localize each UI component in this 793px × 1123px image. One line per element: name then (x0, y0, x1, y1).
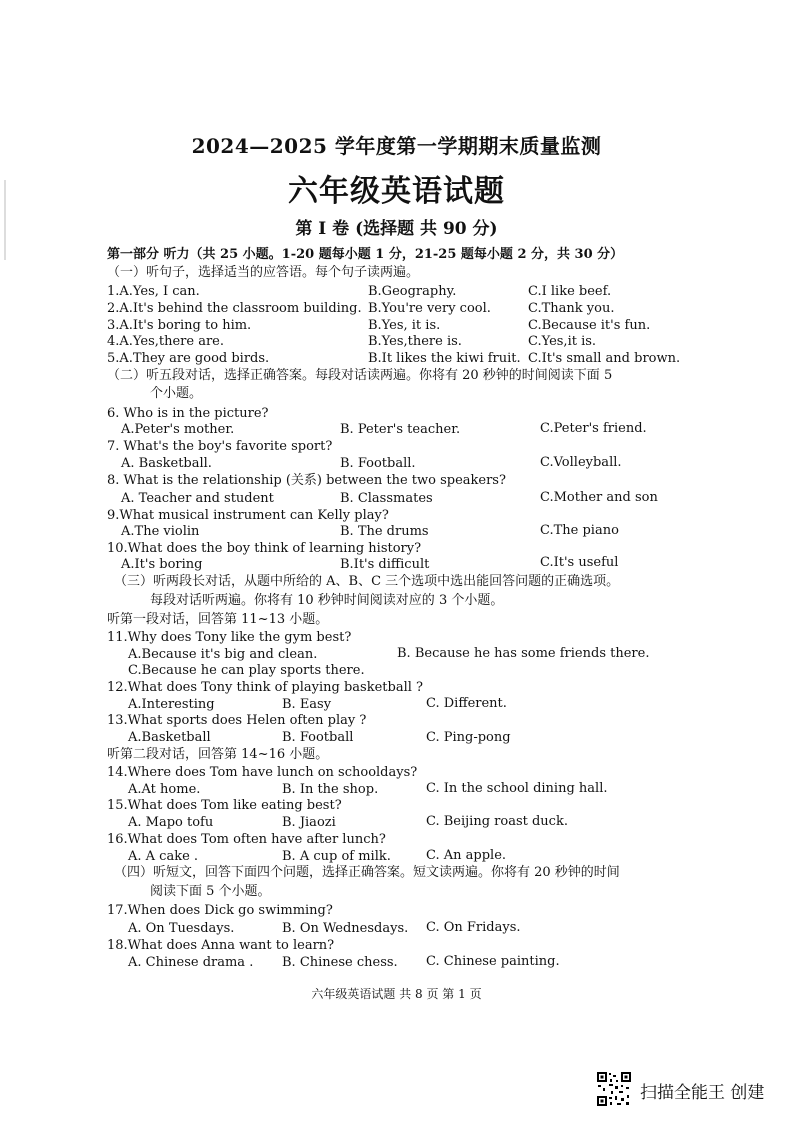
q7-option-b: B. Football. (340, 456, 416, 471)
q4-option-c: C.Yes,it is. (528, 334, 597, 349)
section3-instruction: （三）听两段长对话，从题中所给的 A、B、C 三个选项中选出能回答问题的正确选项。 (114, 574, 620, 589)
q13-option-a: A.Basketball (128, 730, 211, 745)
q6-option-a: A.Peter's mother. (121, 422, 235, 437)
dialog2-heading: 听第二段对话，回答第 14~16 小题。 (107, 747, 329, 762)
q10-option-b: B.It's difficult (340, 557, 430, 572)
section2-instruction-cont: 个小题。 (150, 386, 203, 401)
q14-question: 14.Where does Tom have lunch on schooldays? (107, 765, 418, 780)
section3-instruction-cont: 每段对话听两遍。你将有 10 秒钟时间阅读对应的 3 个小题。 (150, 593, 504, 608)
q2-option-a: 2.A.It's behind the classroom building. (107, 301, 362, 316)
q11-option-c: C.Because he can play sports there. (128, 663, 365, 678)
q16-question: 16.What does Tom often have after lunch? (107, 832, 386, 847)
q11-option-b: B. Because he has some friends there. (397, 646, 650, 661)
exam-period-title: 2024—2025 学年度第一学期期末质量监测 (191, 134, 602, 158)
q8-option-c: C.Mother and son (540, 490, 658, 505)
q18-question: 18.What does Anna want to learn? (107, 938, 335, 953)
q5-option-a: 5.A.They are good birds. (107, 351, 270, 366)
dialog1-heading: 听第一段对话，回答第 11~13 小题。 (107, 612, 329, 627)
q7-option-a: A. Basketball. (121, 456, 212, 471)
section4-instruction-cont: 阅读下面 5 个小题。 (150, 884, 271, 899)
q2-option-b: B.You're very cool. (368, 301, 491, 316)
q1-option-a: 1.A.Yes, I can. (107, 284, 200, 299)
q1-option-b: B.Geography. (368, 284, 457, 299)
q18-option-a: A. Chinese drama . (128, 955, 254, 970)
q15-option-c: C. Beijing roast duck. (426, 814, 568, 829)
q12-option-b: B. Easy (282, 697, 332, 712)
q8-option-a: A. Teacher and student (121, 491, 274, 506)
section1-instruction: （一）听句子，选择适当的应答语。每个句子读两遍。 (107, 265, 420, 280)
section2-instruction: （二）听五段对话，选择正确答案。每段对话读两遍。你将有 20 秒钟的时间阅读下面 5 (107, 368, 613, 383)
q13-option-b: B. Football (282, 730, 354, 745)
q14-option-a: A.At home. (128, 782, 201, 797)
qr-code-icon (596, 1071, 632, 1107)
q12-option-c: C. Different. (426, 696, 507, 711)
section4-instruction: （四）听短文，回答下面四个问题，选择正确答案。短文读两遍。你将有 20 秒钟的时间 (114, 865, 620, 880)
q18-option-b: B. Chinese chess. (282, 955, 398, 970)
q14-option-b: B. In the shop. (282, 782, 379, 797)
q4-option-a: 4.A.Yes,there are. (107, 334, 224, 349)
q17-question: 17.When does Dick go swimming? (107, 903, 333, 918)
q1-option-c: C.I like beef. (528, 284, 612, 299)
q4-option-b: B.Yes,there is. (368, 334, 462, 349)
q10-question: 10.What does the boy think of learning history? (107, 541, 422, 556)
q11-option-a: A.Because it's big and clean. (128, 647, 318, 662)
q9-question: 9.What musical instrument can Kelly play? (107, 508, 389, 523)
q5-option-b: B.It likes the kiwi fruit. (368, 351, 521, 366)
q9-option-b: B. The drums (340, 524, 429, 539)
q5-option-c: C.It's small and brown. (528, 351, 681, 366)
scanner-watermark: 扫描全能王 创建 (640, 1083, 765, 1103)
q17-option-a: A. On Tuesdays. (128, 921, 235, 936)
q7-option-c: C.Volleyball. (540, 455, 622, 470)
q3-option-b: B.Yes, it is. (368, 318, 441, 333)
q12-question: 12.What does Tony think of playing basketball ? (107, 680, 423, 695)
q11-question: 11.Why does Tony like the gym best? (107, 630, 352, 645)
q15-option-a: A. Mapo tofu (128, 815, 214, 830)
q3-option-c: C.Because it's fun. (528, 318, 651, 333)
q13-question: 13.What sports does Helen often play ? (107, 713, 367, 728)
q17-option-c: C. On Fridays. (426, 920, 521, 935)
q3-option-a: 3.A.It's boring to him. (107, 318, 252, 333)
q12-option-a: A.Interesting (128, 697, 215, 712)
page-footer: 六年级英语试题 共 8 页 第 1 页 (311, 987, 482, 1001)
q17-option-b: B. On Wednesdays. (282, 921, 409, 936)
volume-title: 第 I 卷 (选择题 共 90 分) (295, 219, 498, 239)
q9-option-a: A.The violin (121, 524, 200, 539)
q15-option-b: B. Jiaozi (282, 815, 336, 830)
q14-option-c: C. In the school dining hall. (426, 781, 608, 796)
exam-subject-title: 六年级英语试题 (288, 174, 505, 209)
q8-option-b: B. Classmates (340, 491, 433, 506)
q6-question: 6. Who is in the picture? (107, 406, 269, 421)
part1-heading: 第一部分 听力（共 25 小题。1-20 题每小题 1 分，21-25 题每小题 2 分，共 30 分） (107, 247, 624, 262)
q10-option-c: C.It's useful (540, 555, 619, 570)
q18-option-c: C. Chinese painting. (426, 954, 560, 969)
q9-option-c: C.The piano (540, 523, 619, 538)
q10-option-a: A.It's boring (121, 557, 203, 572)
q16-option-b: B. A cup of milk. (282, 849, 391, 864)
q6-option-b: B. Peter's teacher. (340, 422, 461, 437)
q8-question: 8. What is the relationship (关系) between the two speakers? (107, 473, 506, 488)
q2-option-c: C.Thank you. (528, 301, 615, 316)
q16-option-a: A. A cake . (128, 849, 199, 864)
q7-question: 7. What's the boy's favorite sport? (107, 439, 333, 454)
q13-option-c: C. Ping-pong (426, 730, 511, 745)
q15-question: 15.What does Tom like eating best? (107, 798, 342, 813)
q6-option-c: C.Peter's friend. (540, 421, 647, 436)
q16-option-c: C. An apple. (426, 848, 507, 863)
